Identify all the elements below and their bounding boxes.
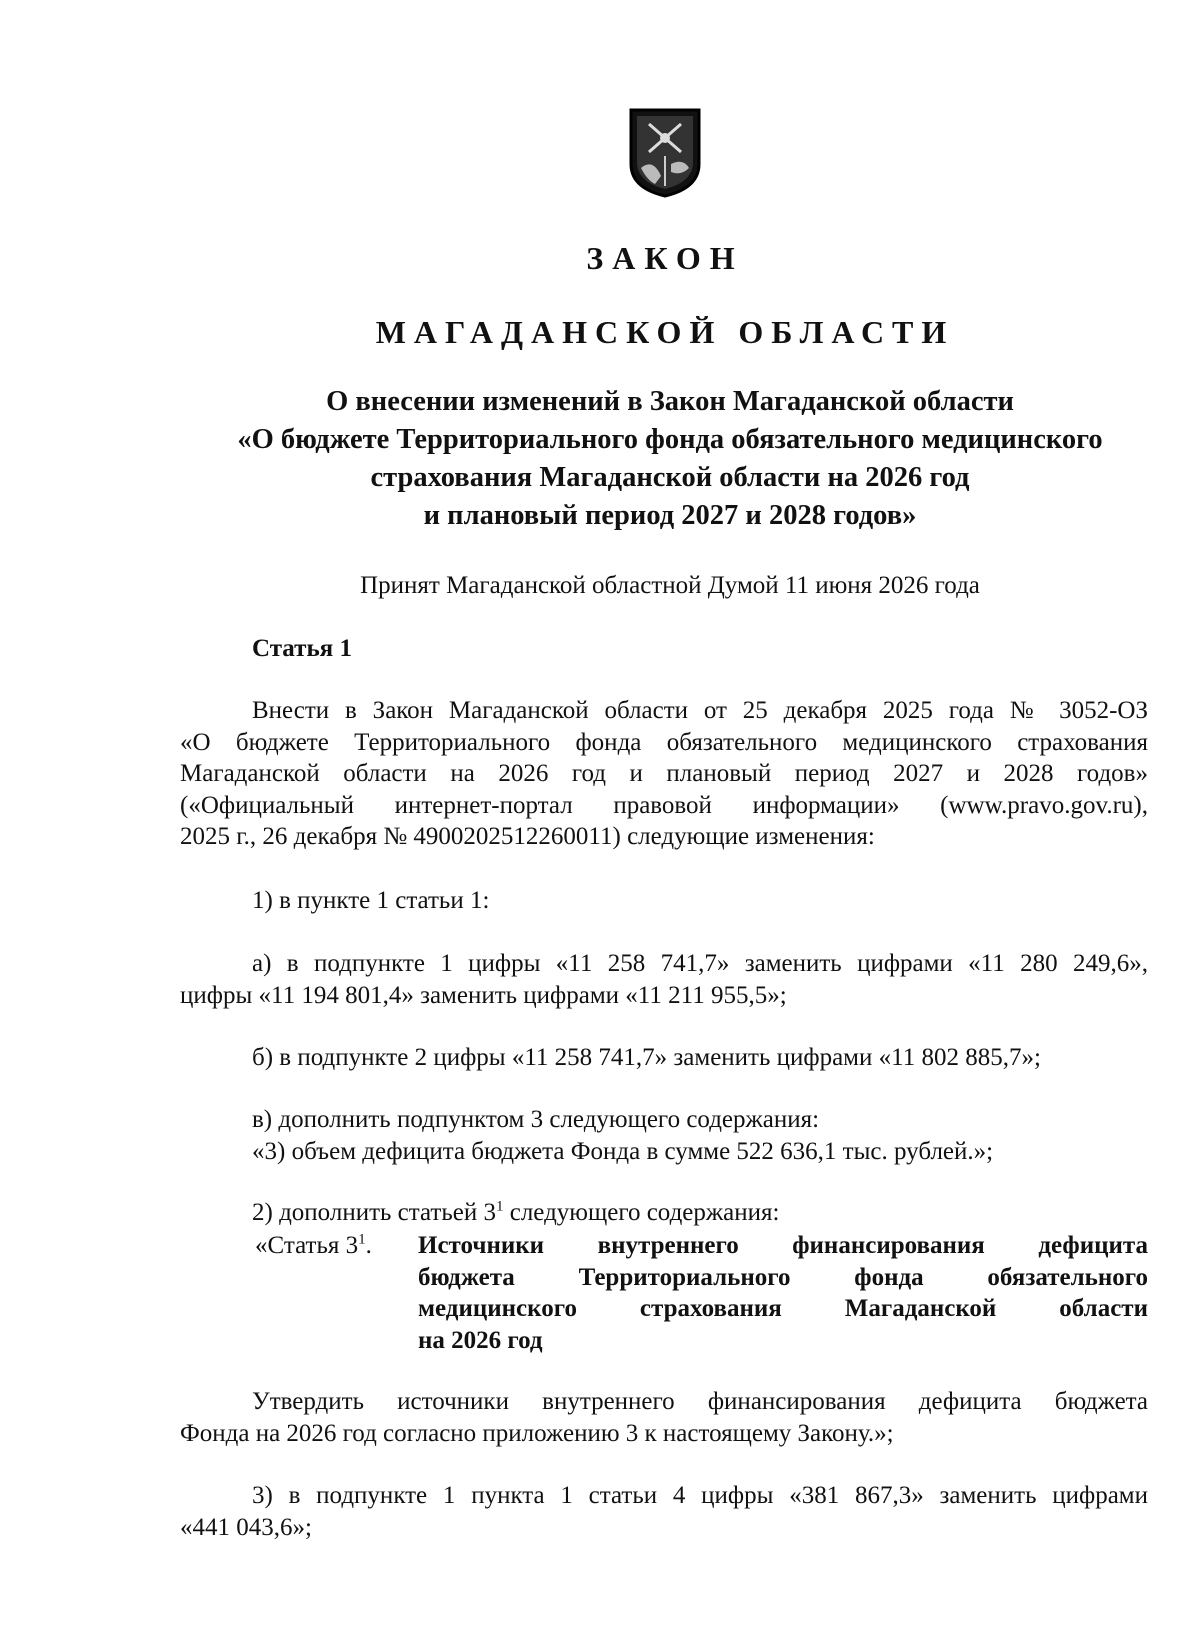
title-line: Источники внутреннего финансирования дефицита — [418, 1232, 1148, 1259]
paragraph-line: а) в подпункте 1 цифры «11 258 741,7» заменить цифрами «11 280 249,6», — [252, 950, 1148, 977]
item-1 — [180, 885, 1148, 917]
law-title-line: «О бюджете Территориального фонда обязательного медицинского — [237, 424, 1103, 455]
paragraph-line: Магаданской области на 2026 год и плановый период 2027 и 2028 годов» — [180, 760, 1148, 787]
title-line: бюджета Территориального фонда обязательного — [418, 1263, 1148, 1291]
adoption-note: Принят Магаданской областной Думой 11 июня 2026 года — [360, 572, 980, 599]
item-1a — [180, 948, 1148, 1011]
item-2-suffix: следующего содержания: — [503, 1199, 780, 1226]
title-line: на 2026 год — [418, 1326, 543, 1354]
title-line: медицинского страхования Магаданской области — [418, 1295, 1148, 1322]
paragraph-line: «О бюджете Территориального фонда обязательного медицинского страхования — [180, 728, 1148, 756]
item-1v — [180, 1104, 1148, 1167]
law-title-line: О внесении изменений в Закон Магаданской области — [326, 386, 1014, 417]
paragraph-line: б) в подпункте 2 цифры «11 258 741,7» заменить цифрами «11 802 885,7»; — [252, 1044, 1041, 1071]
law-title-line: и плановый период 2027 и 2028 годов» — [423, 500, 917, 531]
item-2 — [180, 1197, 1148, 1229]
paragraph-line — [180, 1197, 1148, 1229]
paragraph-line: Фонда на 2026 год согласно приложению 3 к настоящему Закону.»; — [180, 1419, 894, 1447]
label-prefix: «Статья 3 — [255, 1232, 359, 1259]
item-3 — [180, 1480, 1148, 1543]
approve-paragraph — [180, 1386, 1148, 1449]
superscript: 1 — [358, 1231, 366, 1248]
label-suffix: . — [365, 1232, 372, 1259]
item-2-prefix: 2) дополнить статьей 3 — [252, 1199, 496, 1226]
item-1b — [180, 1042, 1148, 1074]
paragraph-line: «3) объем дефицита бюджета Фонда в сумме 522 636,1 тыс. рублей.»; — [252, 1137, 994, 1165]
intro-paragraph — [180, 695, 1148, 853]
paragraph-line: («Официальный интернет-портал правовой информации» (www.pravo.gov.ru), — [180, 791, 1148, 819]
paragraph-line: 1) в пункте 1 статьи 1: — [252, 887, 490, 914]
paragraph-line: «441 043,6»; — [180, 1513, 312, 1541]
paragraph-line: Внести в Закон Магаданской области от 25 декабря 2025 года № 3052-ОЗ — [252, 697, 1148, 724]
law-title — [180, 383, 1160, 535]
article-1-heading: Статья 1 — [252, 635, 352, 662]
article-3-1-label — [255, 1230, 372, 1262]
superscript: 1 — [495, 1198, 504, 1215]
paragraph-line: Утвердить источники внутреннего финансирования дефицита бюджета — [252, 1388, 1148, 1415]
paragraph-line: в) дополнить подпунктом 3 следующего содержания: — [252, 1106, 820, 1133]
paragraph-line: 2025 г., 26 декабря № 4900202512260011) следующие изменения: — [180, 823, 875, 850]
law-title-line: страхования Магаданской области на 2026 год — [370, 462, 970, 493]
paragraph-line: 3) в подпункте 1 пункта 1 статьи 4 цифры «381 867,3» заменить цифрами — [252, 1482, 1148, 1509]
paragraph-line: цифры «11 194 801,4» заменить цифрами «11 211 955,5»; — [180, 981, 787, 1009]
article-3-1-title — [418, 1230, 1148, 1356]
coat-of-arms-emblem — [625, 106, 705, 200]
region-heading: МАГАДАНСКОЙ ОБЛАСТИ — [375, 314, 955, 350]
document-type-heading: ЗАКОН — [586, 240, 744, 276]
